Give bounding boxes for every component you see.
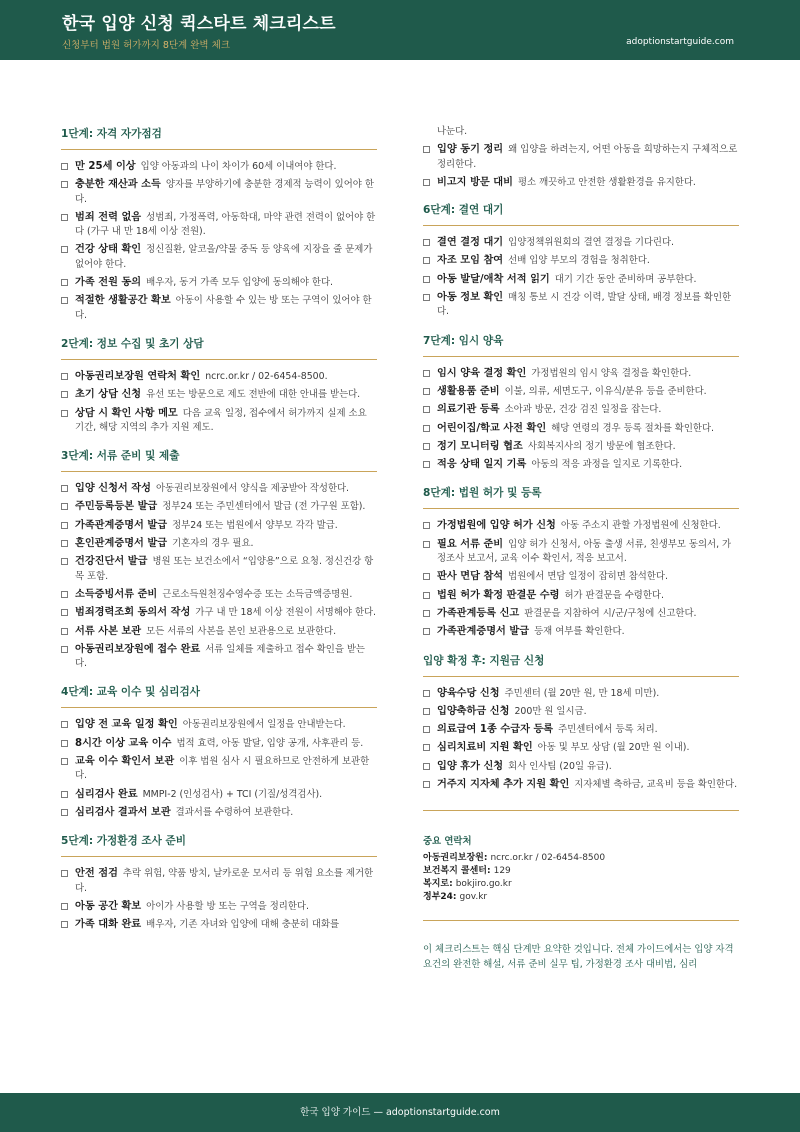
checklist-item[interactable] — [61, 519, 377, 533]
checklist-item[interactable] — [61, 500, 377, 514]
checkbox-icon[interactable] — [61, 809, 68, 816]
checklist-item[interactable] — [61, 388, 377, 402]
section-title: 입양 확정 후: 지원금 신청 — [423, 649, 739, 677]
item-title: 필요 서류 준비 — [437, 538, 504, 550]
checkbox-icon[interactable] — [423, 179, 430, 186]
contact-row — [423, 852, 739, 865]
item-title: 판사 면담 참석 — [437, 571, 504, 583]
checklist-item[interactable] — [61, 178, 377, 207]
item-description: ncrc.or.kr / 02-6454-8500. — [205, 370, 328, 382]
item-description: 성범죄, 가정폭력, 아동학대, 마약 관련 전력이 없어야 한다 (가구 내 만 18세 이상 전원). — [75, 211, 376, 238]
checklist — [423, 367, 739, 473]
item-description: 아이가 사용할 방 또는 구역을 정리한다. — [146, 900, 309, 912]
checklist-item[interactable] — [61, 806, 377, 820]
item-title: 범죄경력조회 동의서 작성 — [75, 607, 191, 619]
checkbox-icon[interactable] — [423, 425, 430, 432]
checklist-item[interactable] — [423, 176, 739, 190]
checkbox-icon[interactable] — [61, 181, 68, 188]
checklist-item[interactable] — [61, 606, 377, 620]
checklist-item[interactable] — [423, 778, 739, 792]
item-description: 배우자, 동거 가족 모두 입양에 동의해야 한다. — [146, 277, 333, 289]
checkbox-icon[interactable] — [61, 391, 68, 398]
checkbox-icon[interactable] — [61, 214, 68, 221]
checklist-section — [423, 649, 739, 793]
checkbox-icon[interactable] — [61, 921, 68, 928]
checkbox-icon[interactable] — [423, 726, 430, 733]
checkbox-icon[interactable] — [61, 373, 68, 380]
item-title: 심리검사 결과서 보관 — [75, 806, 171, 818]
item-description: 판결문을 지참하여 시/군/구청에 신고한다. — [524, 607, 697, 619]
item-description: 정신질환, 알코올/약물 중독 등 양육에 지장을 줄 문제가 없어야 한다. — [75, 244, 373, 270]
item-description: 아동 주소지 관할 가정법원에 신청한다. — [560, 520, 721, 532]
page-footer: 한국 입양 가이드 — adoptionstartguide.com — [0, 1093, 800, 1132]
item-title: 양육수당 신청 — [437, 687, 500, 699]
checkbox-icon[interactable] — [423, 146, 430, 153]
contacts-box — [423, 833, 739, 904]
continued-checklist — [423, 125, 739, 139]
checkbox-icon[interactable] — [423, 573, 430, 580]
item-title: 자조 모임 참여 — [437, 255, 504, 267]
checklist-item[interactable] — [423, 458, 739, 472]
item-title: 건강 상태 확인 — [75, 244, 142, 256]
item-description: 결과서를 수령하여 보관한다. — [175, 806, 294, 818]
item-description: 배우자, 기존 자녀와 입양에 대해 충분히 대화를 — [146, 919, 340, 931]
checklist-item[interactable] — [61, 160, 377, 174]
checkbox-icon[interactable] — [423, 763, 430, 770]
checklist-item[interactable] — [61, 276, 377, 290]
checklist-item[interactable] — [61, 482, 377, 496]
item-title: 범죄 전력 없음 — [75, 211, 142, 223]
item-title: 생활용품 준비 — [437, 385, 500, 397]
list-item — [423, 125, 739, 139]
checkbox-icon[interactable] — [61, 410, 68, 417]
checklist-item[interactable] — [423, 538, 739, 567]
item-description: 이후 법원 심사 시 필요하므로 안전하게 보관한다. — [75, 756, 370, 782]
divider — [423, 920, 739, 921]
checkbox-icon[interactable] — [61, 870, 68, 877]
item-description: 소아과 방문, 건강 검진 일정을 잡는다. — [504, 404, 662, 416]
checkbox-icon[interactable] — [61, 791, 68, 798]
contact-label: 아동권리보장원: — [423, 853, 488, 864]
contact-value[interactable]: 129 — [493, 866, 511, 877]
item-description: 가정법원의 임시 양육 결정을 확인한다. — [531, 367, 692, 379]
checklist-item[interactable] — [423, 760, 739, 774]
checkbox-icon[interactable] — [423, 541, 430, 548]
checklist-item[interactable] — [61, 718, 377, 732]
contact-label: 보건복지 콜센터: — [423, 866, 491, 877]
checklist-item[interactable] — [61, 370, 377, 384]
item-description: MMPI-2 (인성검사) + TCI (기질/성격검사). — [142, 788, 323, 800]
checkbox-icon[interactable] — [61, 246, 68, 253]
section-title: 8단계: 법원 허가 및 등록 — [423, 481, 739, 509]
checklist-section — [61, 680, 377, 820]
checkbox-icon[interactable] — [423, 370, 430, 377]
item-description: 지자체별 축하금, 교육비 등을 확인한다. — [574, 779, 738, 791]
checkbox-icon[interactable] — [423, 276, 430, 283]
item-title: 교육 이수 확인서 보관 — [75, 756, 175, 768]
checkbox-icon[interactable] — [423, 461, 430, 468]
checklist-item[interactable] — [61, 625, 377, 639]
summary-note: 이 체크리스트는 핵심 단계만 요약한 것입니다. 전체 가이드에서는 입양 자격 요건의 완전한 해설, 서류 준비 실무 팁, 가정환경 조사 대비법, 심리 — [423, 944, 734, 970]
item-title: 심리치료비 지원 확인 — [437, 742, 533, 754]
item-description: 아동권리보장원에서 일정을 안내받는다. — [182, 719, 346, 731]
item-title: 가족 대화 완료 — [75, 919, 142, 931]
checklist-item[interactable] — [423, 367, 739, 381]
checklist-section — [61, 829, 377, 932]
checkbox-icon[interactable] — [423, 744, 430, 751]
checklist-item[interactable] — [61, 918, 377, 932]
item-description: 해당 연령의 경우 등록 절차를 확인한다. — [551, 422, 715, 434]
item-description: 법적 효력, 아동 발달, 입양 공개, 사후관리 등. — [176, 737, 364, 749]
item-title: 안전 점검 — [75, 868, 118, 880]
checklist — [61, 160, 377, 323]
item-description: 근로소득원천징수영수증 또는 소득금액증명원. — [162, 588, 353, 600]
checkbox-icon[interactable] — [61, 297, 68, 304]
item-title: 가족관계증명서 발급 — [437, 626, 530, 638]
item-description: 왜 입양을 하려는지, 어떤 아동을 희망하는지 구체적으로 정리한다. — [437, 144, 738, 170]
item-title: 입양 전 교육 일정 확인 — [75, 719, 178, 731]
checklist-item[interactable] — [61, 588, 377, 602]
item-description: 법원에서 면담 일정이 잡히면 참석한다. — [508, 571, 668, 583]
checkbox-icon[interactable] — [423, 522, 430, 529]
item-title: 입양 휴가 신청 — [437, 760, 504, 772]
item-description: 가구 내 만 18세 이상 전원이 서명해야 한다. — [195, 607, 377, 619]
item-description: 회사 인사팀 (20일 유급). — [508, 760, 612, 772]
item-description: 주민센터 (월 20만 원, 만 18세 미만). — [504, 687, 660, 699]
item-title: 초기 상담 신청 — [75, 389, 142, 401]
item-description: 모든 서류의 사본을 본인 보관용으로 보관한다. — [146, 625, 337, 637]
item-title: 의료급여 1종 수급자 등록 — [437, 724, 554, 736]
checklist-item[interactable] — [423, 385, 739, 399]
checkbox-icon[interactable] — [423, 708, 430, 715]
checkbox-icon[interactable] — [423, 781, 430, 788]
checklist-item[interactable] — [423, 705, 739, 719]
checkbox-icon[interactable] — [423, 443, 430, 450]
checklist — [61, 867, 377, 932]
item-description: 입양 허가 신청서, 아동 출생 서류, 친생부모 동의서, 가정조사 보고서, 교육 이수 확인서, 적응 보고서. — [437, 538, 732, 565]
section-title: 4단계: 교육 이수 및 심리검사 — [61, 680, 377, 708]
item-description: 매칭 통보 시 건강 이력, 발달 상태, 배경 정보를 확인한다. — [437, 292, 732, 318]
contact-value[interactable]: ncrc.or.kr / 02-6454-8500 — [490, 853, 606, 864]
checkbox-icon[interactable] — [423, 610, 430, 617]
item-title: 아동권리보장원에 접수 완료 — [75, 643, 201, 655]
checkbox-icon[interactable] — [61, 740, 68, 747]
contact-value[interactable]: gov.kr — [459, 892, 488, 903]
checklist-section — [61, 122, 377, 323]
checkbox-icon[interactable] — [61, 591, 68, 598]
section-title: 7단계: 임시 양육 — [423, 329, 739, 357]
checklist-item[interactable] — [423, 422, 739, 436]
contact-row — [423, 878, 739, 891]
checklist-section — [423, 481, 739, 639]
checklist-item[interactable] — [423, 291, 739, 320]
right-sections — [423, 198, 739, 792]
checkbox-icon[interactable] — [61, 522, 68, 529]
checklist — [423, 687, 739, 793]
header-site-link[interactable]: adoptionstartguide.com — [626, 37, 734, 47]
item-description: 대기 기간 동안 준비하며 공부한다. — [554, 273, 697, 285]
contact-label: 복지로: — [423, 879, 453, 890]
checklist-section — [61, 444, 377, 671]
item-title: 거주지 지자체 추가 지원 확인 — [437, 779, 570, 791]
item-description: 정부24 또는 주민센터에서 발급 (전 가구원 포함). — [162, 501, 366, 513]
section-title: 2단계: 정보 수집 및 초기 상담 — [61, 332, 377, 360]
item-description: 평소 깨끗하고 안전한 생활환경을 유지한다. — [517, 176, 696, 188]
item-description: 입양정책위원회의 결연 결정을 기다린다. — [508, 237, 675, 249]
checklist-item[interactable] — [61, 737, 377, 751]
checklist — [61, 482, 377, 671]
checkbox-icon[interactable] — [423, 257, 430, 264]
checklist-item[interactable] — [61, 211, 377, 240]
item-description: 유선 또는 방문으로 제도 전반에 대한 안내를 받는다. — [146, 389, 361, 401]
checklist-item[interactable] — [423, 687, 739, 701]
checkbox-icon[interactable] — [61, 903, 68, 910]
item-title: 정기 모니터링 협조 — [437, 440, 523, 452]
checklist-item[interactable] — [423, 254, 739, 268]
checklist-item[interactable] — [423, 589, 739, 603]
checklist-section — [61, 332, 377, 435]
item-title: 주민등록등본 발급 — [75, 501, 158, 513]
checklist-item[interactable] — [61, 788, 377, 802]
checkbox-icon[interactable] — [423, 239, 430, 246]
checklist-item[interactable] — [61, 555, 377, 584]
checklist-item[interactable] — [423, 625, 739, 639]
item-description: 병원 또는 보건소에서 “입양용”으로 요청. 정신건강 항목 포함. — [75, 556, 374, 582]
section-title: 6단계: 결연 대기 — [423, 198, 739, 226]
checkbox-icon[interactable] — [61, 540, 68, 547]
item-title: 가족 전원 동의 — [75, 277, 142, 289]
section-title: 3단계: 서류 준비 및 제출 — [61, 444, 377, 472]
checklist — [61, 718, 377, 820]
checklist-item[interactable] — [423, 440, 739, 454]
checklist-item[interactable] — [423, 570, 739, 584]
item-title: 법원 허가 확정 판결문 수령 — [437, 589, 560, 601]
item-description: 사회복지사의 정기 방문에 협조한다. — [527, 440, 676, 452]
checklist-item[interactable] — [61, 294, 377, 323]
item-description: 아동 및 부모 상담 (월 20만 원 이내). — [537, 742, 690, 754]
right-column — [423, 125, 739, 972]
checkbox-icon[interactable] — [61, 503, 68, 510]
item-title: 심리검사 완료 — [75, 788, 138, 800]
checklist — [423, 143, 739, 190]
checkbox-icon[interactable] — [61, 558, 68, 565]
item-title: 임시 양육 결정 확인 — [437, 367, 527, 379]
item-title: 아동 정보 확인 — [437, 292, 504, 304]
checklist-item[interactable] — [61, 643, 377, 672]
item-title: 아동권리보장원 연락처 확인 — [75, 370, 201, 382]
item-title: 아동 발달/애착 서적 읽기 — [437, 273, 550, 285]
item-title: 만 25세 이상 — [75, 161, 136, 172]
checkbox-icon[interactable] — [61, 163, 68, 170]
checkbox-icon[interactable] — [423, 406, 430, 413]
checklist — [61, 370, 377, 435]
checklist — [423, 519, 739, 639]
page-title: 한국 입양 신청 퀵스타트 체크리스트 — [62, 14, 336, 34]
checklist-item[interactable] — [423, 519, 739, 533]
checklist-item[interactable] — [423, 403, 739, 417]
item-title: 비고지 방문 대비 — [437, 176, 513, 188]
checklist-item[interactable] — [423, 236, 739, 250]
item-description: 양자를 부양하기에 충분한 경제적 능력이 있어야 한다. — [75, 179, 374, 205]
item-title: 충분한 재산과 소득 — [75, 179, 161, 191]
item-description: 아동의 적응 과정을 일지로 기록한다. — [531, 459, 683, 471]
section-title: 1단계: 자격 자가점검 — [61, 122, 377, 150]
item-description: 등재 여부를 확인한다. — [534, 626, 625, 638]
item-description: 주민센터에서 등록 처리. — [558, 724, 658, 736]
item-description: 200만 원 일시금. — [514, 705, 587, 717]
item-title: 가족관계증명서 발급 — [75, 519, 168, 531]
checkbox-icon[interactable] — [61, 609, 68, 616]
item-title: 적응 상태 일지 기록 — [437, 459, 527, 471]
item-title: 소득증빙서류 준비 — [75, 588, 158, 600]
item-description: 추락 위험, 약품 방치, 날카로운 모서리 등 위험 요소를 제거한다. — [75, 868, 374, 894]
checkbox-icon[interactable] — [423, 690, 430, 697]
checklist-item[interactable] — [61, 867, 377, 896]
contact-label: 정부24: — [423, 892, 457, 903]
contact-value[interactable]: bokjiro.go.kr — [455, 879, 512, 890]
checklist — [423, 236, 739, 319]
checklist-item[interactable] — [423, 723, 739, 737]
checklist-item[interactable] — [61, 407, 377, 436]
item-title: 입양축하금 신청 — [437, 705, 510, 717]
contact-row — [423, 891, 739, 904]
contacts-title: 중요 연락처 — [423, 836, 472, 848]
checkbox-icon[interactable] — [423, 592, 430, 599]
divider — [423, 810, 739, 811]
item-title: 가족관계등록 신고 — [437, 607, 520, 619]
checkbox-icon[interactable] — [61, 485, 68, 492]
item-description: 아동이 사용할 수 있는 방 또는 구역이 있어야 한다. — [75, 295, 372, 321]
checklist-item[interactable] — [423, 741, 739, 755]
section-title: 5단계: 가정환경 조사 준비 — [61, 829, 377, 857]
page-subtitle: 신청부터 법원 허가까지 8단계 완벽 체크 — [62, 40, 230, 51]
item-description: 선배 입양 부모의 경험을 청취한다. — [508, 255, 650, 267]
checkbox-icon[interactable] — [61, 279, 68, 286]
contact-row — [423, 865, 739, 878]
checklist-section — [423, 198, 739, 319]
checkbox-icon[interactable] — [61, 646, 68, 653]
item-title: 의료기관 등록 — [437, 404, 500, 416]
item-description: 기혼자의 경우 필요. — [172, 538, 254, 550]
checkbox-icon[interactable] — [61, 758, 68, 765]
item-description: 다음 교육 일정, 접수에서 허가까지 실제 소요 기간, 해당 지역의 추가 지원 제도. — [75, 407, 367, 433]
checklist-item[interactable] — [61, 755, 377, 784]
item-description: 아동권리보장원에서 양식을 제공받아 작성한다. — [155, 483, 350, 495]
checkbox-icon[interactable] — [423, 388, 430, 395]
item-description: 정부24 또는 법원에서 양부모 각각 발급. — [172, 519, 338, 531]
item-title: 입양 신청서 작성 — [75, 483, 151, 495]
item-continuation: 나눈다. — [437, 126, 468, 137]
checkbox-icon[interactable] — [61, 721, 68, 728]
checkbox-icon[interactable] — [61, 628, 68, 635]
checklist-item[interactable] — [423, 273, 739, 287]
item-description: 입양 아동과의 나이 차이가 60세 이내여야 한다. — [140, 161, 337, 172]
checkbox-icon[interactable] — [423, 628, 430, 635]
item-title: 상담 시 확인 사항 메모 — [75, 407, 178, 419]
checklist-section — [423, 329, 739, 473]
item-title: 어린이집/학교 사전 확인 — [437, 422, 547, 434]
checkbox-icon[interactable] — [423, 294, 430, 301]
item-description: 이불, 의류, 세면도구, 이유식/분유 등을 준비한다. — [504, 385, 707, 397]
page-header — [0, 0, 800, 60]
item-title: 8시간 이상 교육 이수 — [75, 737, 172, 749]
checklist-item[interactable] — [61, 900, 377, 914]
checklist-item[interactable] — [61, 537, 377, 551]
item-title: 입양 동기 정리 — [437, 144, 504, 156]
checklist-item[interactable] — [423, 143, 739, 172]
item-title: 적절한 생활공간 확보 — [75, 295, 171, 307]
item-title: 결연 결정 대기 — [437, 237, 504, 249]
item-title: 혼인관계증명서 발급 — [75, 538, 168, 550]
item-description: 서류 일체를 제출하고 접수 확인을 받는다. — [75, 643, 365, 670]
checklist-item[interactable] — [423, 607, 739, 621]
item-title: 가정법원에 입양 허가 신청 — [437, 520, 556, 532]
checklist-item[interactable] — [61, 243, 377, 272]
item-description: 허가 판결문을 수령한다. — [564, 589, 664, 601]
item-title: 아동 공간 확보 — [75, 900, 142, 912]
item-title: 건강진단서 발급 — [75, 556, 148, 568]
item-title: 서류 사본 보관 — [75, 625, 142, 637]
left-column — [61, 122, 377, 941]
